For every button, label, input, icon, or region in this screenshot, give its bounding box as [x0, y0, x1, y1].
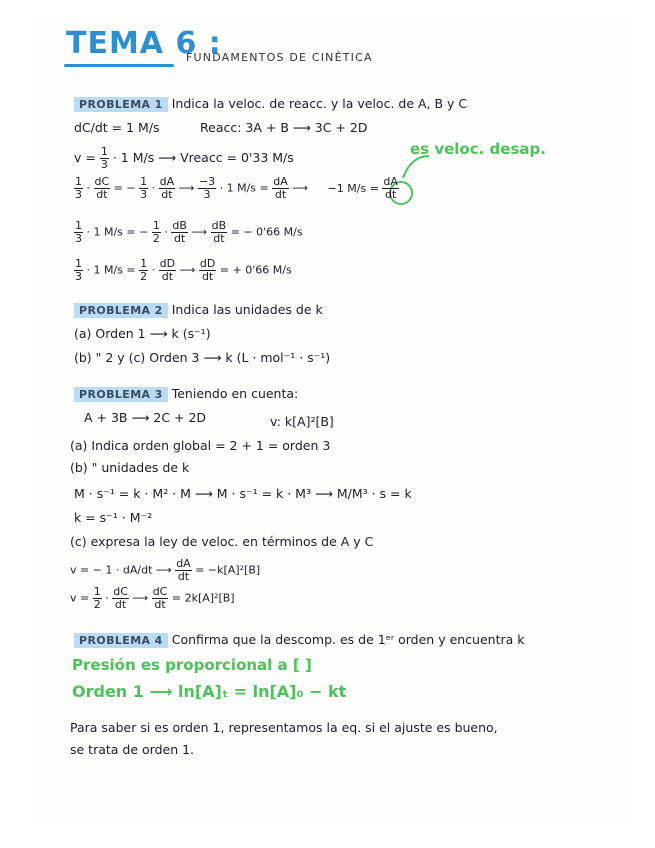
problem-4-badge: PROBLEMA 4 — [74, 633, 168, 648]
p3-rate-in-A: v = − 1 · dA/dt ⟶ $\frac{dA}{dt}$ = −k[A]²[B] — [70, 557, 261, 583]
p3-rate-law: v: k[A]²[B] — [270, 414, 334, 429]
problem-1-statement: Indica la veloc. de reacc. y la veloc. de A, B y C — [171, 96, 468, 111]
p1-reaction-rate: v = $\frac{1}{3}$ · 1 M/s ⟶ Vreacc = 0'33 M/s — [74, 145, 294, 171]
p3-k-units: k = s⁻¹ · M⁻² — [74, 510, 153, 525]
problem-1-header — [74, 96, 467, 111]
p1-rate-of-B: $\frac{1}{3}$ · 1 M/s = − $\frac{1}{2}$ · $\frac{dB}{dt}$ ⟶ $\frac{dB}{dt}$ = − 0'66 M/s — [75, 219, 303, 245]
note-disappearance-rate: es veloc. desap. — [410, 140, 546, 158]
problem-2-header — [74, 302, 323, 317]
page-title: TEMA 6 : — [66, 26, 222, 61]
p3-part-c: (c) expresa la ley de veloc. en términos de A y C — [70, 534, 374, 549]
problem-3-header — [74, 386, 298, 401]
p3-units-derivation: M · s⁻¹ = k · M² · M ⟶ M · s⁻¹ = k · M³ ⟶ M/M³ · s = k — [74, 486, 412, 501]
p4-explanation-line-2: se trata de orden 1. — [70, 742, 195, 757]
page-subtitle: FUNDAMENTOS DE CINÉTICA — [186, 51, 373, 64]
p3-reaction: A + 3B ⟶ 2C + 2D — [84, 410, 207, 425]
p4-explanation-line-1: Para saber si es orden 1, representamos la eq. si el ajuste es bueno, — [70, 720, 498, 735]
p3-rate-in-C: v = $\frac{1}{2}$ · $\frac{dC}{dt}$ ⟶ $\frac{dC}{dt}$ = 2k[A]²[B] — [70, 585, 235, 611]
p1-reaction: Reacc: 3A + B ⟶ 3C + 2D — [200, 120, 368, 135]
p1-rate-of-A: $\frac{1}{3}$ · $\frac{dC}{dt}$ = − $\frac{1}{3}$ · $\frac{dA}{dt}$ ⟶ $\frac{-3}{3}$ · 1 M/s = $\frac{dA}{dt}$ ⟶ −1 M/s = $\frac{dA}{dt}$ — [75, 175, 398, 201]
problem-3-statement: Teniendo en cuenta: — [171, 386, 299, 401]
problem-2-badge: PROBLEMA 2 — [74, 303, 168, 318]
p2-part-a: (a) Orden 1 ⟶ k (s⁻¹) — [74, 326, 211, 341]
note-arrow — [395, 152, 435, 182]
p3-part-b: (b) " unidades de k — [70, 460, 190, 475]
p1-rate-of-D: $\frac{1}{3}$ · 1 M/s = $\frac{1}{2}$ · $\frac{dD}{dt}$ ⟶ $\frac{dD}{dt}$ = + 0'66 M/s — [75, 257, 292, 283]
p4-first-order-law: Orden 1 ⟶ ln[A]ₜ = ln[A]₀ − kt — [72, 682, 347, 701]
p2-part-b-c: (b) " 2 y (c) Orden 3 ⟶ k (L · mol⁻¹ · s⁻¹) — [74, 350, 331, 365]
problem-4-statement: Confirma que la descomp. es de 1ᵉʳ orden y encuentra k — [171, 632, 525, 647]
p4-pressure-note: Presión es proporcional a [ ] — [72, 656, 312, 674]
p1-given-rate: dC/dt = 1 M/s — [74, 120, 160, 135]
problem-2-statement: Indica las unidades de k — [171, 302, 323, 317]
problem-4-header — [74, 632, 525, 647]
problem-3-badge: PROBLEMA 3 — [74, 387, 168, 402]
problem-1-badge: PROBLEMA 1 — [74, 97, 168, 112]
p3-part-a: (a) Indica orden global = 2 + 1 = orden 3 — [70, 438, 331, 453]
title-underline — [64, 64, 174, 67]
